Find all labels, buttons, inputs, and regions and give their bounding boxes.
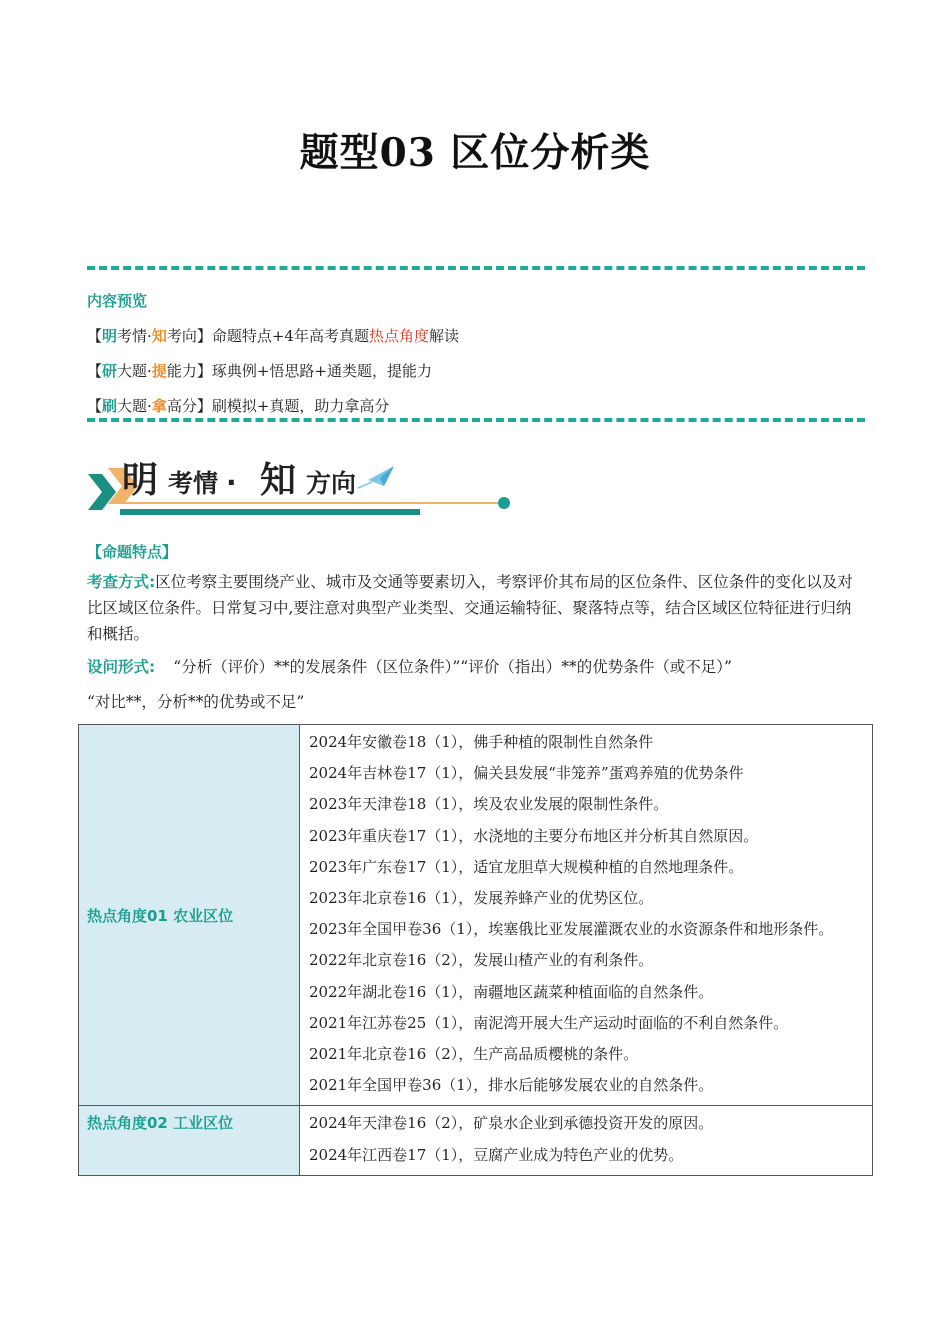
- paper-plane-icon: [358, 466, 394, 488]
- list-item: 2021年全国甲卷36（1），排水后能够发展农业的自然条件。: [309, 1076, 714, 1095]
- list-item: 2022年湖北卷16（1），南疆地区蔬菜种植面临的自然条件。: [309, 982, 714, 1001]
- question-form-text: “分析（评价）**的发展条件（区位条件）”“评价（指出）**的优势条件（或不足）”: [173, 658, 732, 676]
- preview-line-1: 【明考情·知考向】命题特点+4年高考真题热点角度解读: [87, 327, 460, 345]
- list-item: 2023年全国甲卷36（1），埃塞俄比亚发展灌溉农业的水资源条件和地形条件。: [309, 920, 834, 939]
- page-title: 题型03 区位分析类: [299, 130, 651, 176]
- list-item: 2023年广东卷17（1），适宜龙胆草大规模种植的自然地理条件。: [309, 857, 744, 876]
- list-item: 2023年天津卷18（1），埃及农业发展的限制性条件。: [309, 795, 669, 814]
- endpoint-dot-icon: [498, 497, 510, 509]
- list-item: 2024年天津卷16（2），矿泉水企业到承德投资开发的原因。: [309, 1114, 714, 1133]
- question-form-label: 设问形式:: [87, 658, 156, 676]
- table-row: [79, 1106, 873, 1175]
- list-item: 2024年吉林卷17（1），偏关县发展“非笼养”蛋鸡养殖的优势条件: [309, 764, 744, 783]
- category-cell: 热点角度01 农业区位: [79, 725, 300, 1106]
- divider-bottom: [87, 418, 865, 422]
- hot-angle-highlight: 热点角度: [368, 327, 429, 345]
- preview-heading: 内容预览: [87, 292, 148, 310]
- exam-method-text: 区位考察主要围绕产业、城市及交通等要素切入，考察评价其布局的区位条件、区位条件的变化以及对比区域区位条件。日常复习中,要注意对典型产业类型、交通运输特征、聚落特点等，结合区域区位特征进行归纳和概括。: [87, 573, 853, 643]
- chevron-icon: [88, 474, 116, 510]
- banner-char-1: 明: [122, 459, 159, 501]
- list-item: 2023年重庆卷17（1），水浇地的主要分布地区并分析其自然原因。: [309, 826, 759, 845]
- divider-top: [87, 266, 865, 270]
- items-cell: [300, 1106, 873, 1175]
- question-form: [87, 654, 865, 680]
- question-form-line-2: “对比**，分析**的优势或不足”: [87, 693, 305, 711]
- list-item: 2024年安徽卷18（1），佛手种植的限制性自然条件: [309, 733, 654, 751]
- list-item: 2024年江西卷17（1），豆腐产业成为特色产业的优势。: [309, 1145, 684, 1164]
- hot-angle-table: [78, 724, 873, 1176]
- exam-method-label: 考查方式:: [87, 573, 156, 591]
- list-item: 2021年江苏卷25（1），南泥湾开展大生产运动时面临的不利自然条件。: [309, 1013, 789, 1032]
- banner-char-4: 方向: [306, 469, 357, 498]
- list-item: 2021年北京卷16（2），生产高品质樱桃的条件。: [309, 1045, 639, 1064]
- preview-line-3: 【刷大题·拿高分】刷模拟+真题，助力拿高分: [87, 397, 390, 415]
- section-tag: 【命题特点】: [87, 543, 178, 561]
- items-cell: [300, 725, 873, 1106]
- banner-dot: ·: [226, 466, 237, 499]
- banner-char-2: 考情: [168, 469, 219, 498]
- section-banner: [86, 452, 516, 522]
- preview-line-2: 【研大题·提能力】琢典例+悟思路+通类题，提能力: [87, 362, 432, 380]
- list-item: 2022年北京卷16（2），发展山楂产业的有利条件。: [309, 951, 654, 970]
- banner-char-3: 知: [260, 459, 297, 501]
- exam-method: [87, 569, 865, 647]
- table-row: [79, 725, 873, 1106]
- list-item: 2023年北京卷16（1），发展养蜂产业的优势区位。: [309, 889, 654, 908]
- category-cell: 热点角度02 工业区位: [79, 1106, 300, 1175]
